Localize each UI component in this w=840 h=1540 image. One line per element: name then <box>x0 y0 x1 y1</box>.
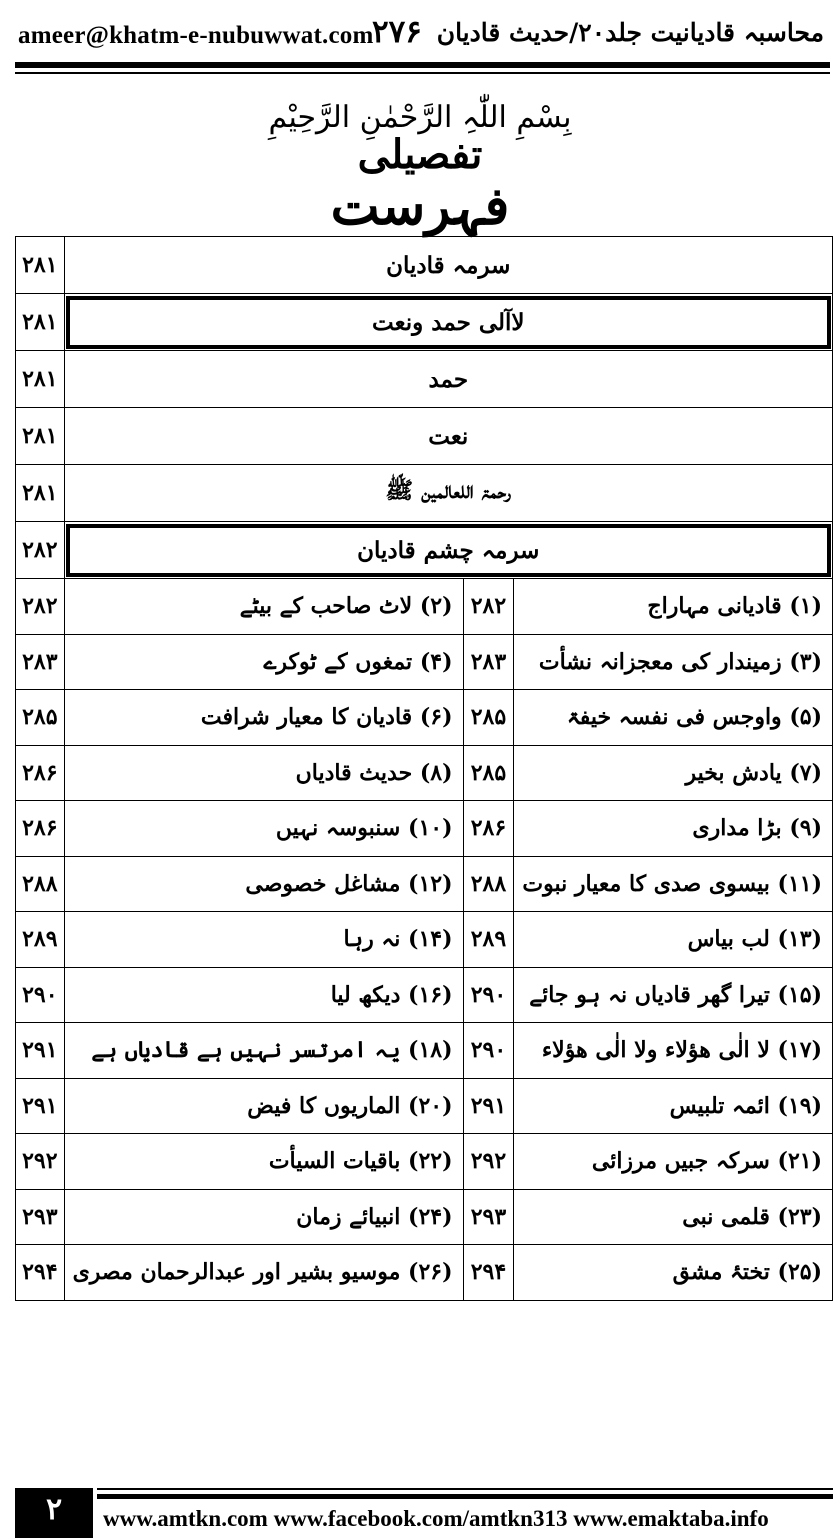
item-left-page-number: ۲۸۵ <box>16 690 65 746</box>
item-right-title: (۱۱) بیسوی صدی کا معیار نبوت <box>514 856 833 912</box>
section-title: لاآلی حمد ونعت <box>64 294 832 351</box>
table-row <box>16 745 833 801</box>
item-right-title: (۱۳) لب بیاس <box>514 912 833 968</box>
section-row <box>16 408 833 465</box>
item-right-title: (۷) یادش بخیر <box>514 745 833 801</box>
item-right-title: (۱۷) لا الٰی ھؤلاء ولا الٰی ھؤلاء <box>514 1023 833 1079</box>
item-left-page-number: ۲۸۲ <box>16 579 65 635</box>
section-title: رحمۃ اللعالمین ﷺ <box>64 465 832 522</box>
section-row <box>16 237 833 294</box>
item-right-title: (۹) بڑا مداری <box>514 801 833 857</box>
section-page-number: ۲۸۱ <box>16 465 65 522</box>
item-right-title: (۱۹) ائمہ تلبیس <box>514 1078 833 1134</box>
index-table <box>15 236 833 1301</box>
item-left-page-number: ۲۹۰ <box>16 967 65 1023</box>
section-page-number: ۲۸۱ <box>16 351 65 408</box>
item-right-title: (۱۵) تیرا گھر قادیاں نہ ہو جائے <box>514 967 833 1023</box>
item-left-page-number: ۲۹۱ <box>16 1023 65 1079</box>
page-header <box>0 0 840 80</box>
item-left-title: (۱۴) نہ رہا <box>64 912 463 968</box>
item-right-page-number: ۲۸۲ <box>463 579 514 635</box>
page-footer <box>15 1488 833 1538</box>
item-left-page-number: ۲۸۶ <box>16 745 65 801</box>
table-row <box>16 1245 833 1301</box>
section-row <box>16 351 833 408</box>
table-row <box>16 912 833 968</box>
item-left-page-number: ۲۹۲ <box>16 1134 65 1190</box>
table-row <box>16 856 833 912</box>
item-right-title: (۲۱) سرکہ جبیں مرزائی <box>514 1134 833 1190</box>
item-left-page-number: ۲۸۹ <box>16 912 65 968</box>
item-left-page-number: ۲۹۳ <box>16 1189 65 1245</box>
item-right-page-number: ۲۸۸ <box>463 856 514 912</box>
item-left-title: (۶) قادیان کا معیار شرافت <box>64 690 463 746</box>
table-row <box>16 801 833 857</box>
page-title-line2: فہرست <box>330 176 510 237</box>
table-row <box>16 1023 833 1079</box>
section-page-number: ۲۸۲ <box>16 522 65 579</box>
table-row <box>16 690 833 746</box>
item-right-page-number: ۲۹۲ <box>463 1134 514 1190</box>
section-title: نعت <box>64 408 832 465</box>
item-left-page-number: ۲۸۳ <box>16 634 65 690</box>
table-row <box>16 967 833 1023</box>
item-right-title: (۳) زمیندار کی معجزانہ نشأت <box>514 634 833 690</box>
item-right-page-number: ۲۹۰ <box>463 967 514 1023</box>
item-left-title: (۲۰) الماریوں کا فیض <box>64 1078 463 1134</box>
page-title-line1: تفصیلی <box>357 131 483 178</box>
item-right-page-number: ۲۹۰ <box>463 1023 514 1079</box>
table-row <box>16 634 833 690</box>
item-left-title: (۱۸) یہ امرتسر نہیں ہے قادیاں ہے <box>64 1023 463 1079</box>
section-title: حمد <box>64 351 832 408</box>
item-right-page-number: ۲۸۵ <box>463 745 514 801</box>
section-row <box>16 465 833 522</box>
section-row <box>16 522 833 579</box>
header-page-number: ۲۷۶ <box>372 14 422 50</box>
footer-page-number: ۲ <box>15 1488 93 1538</box>
header-email: ameer@khatm-e-nubuwwat.com <box>18 22 374 49</box>
page-title <box>0 132 840 236</box>
item-left-page-number: ۲۹۴ <box>16 1245 65 1301</box>
header-rule-thick <box>15 62 830 68</box>
section-page-number: ۲۸۱ <box>16 408 65 465</box>
item-left-title: (۴) تمغوں کے ٹوکرے <box>64 634 463 690</box>
item-left-title: (۸) حدیث قادیاں <box>64 745 463 801</box>
item-right-title: (۵) واوجس فی نفسہ خیفۃ <box>514 690 833 746</box>
item-right-page-number: ۲۹۴ <box>463 1245 514 1301</box>
table-row <box>16 1078 833 1134</box>
item-right-page-number: ۲۸۶ <box>463 801 514 857</box>
section-page-number: ۲۸۱ <box>16 294 65 351</box>
header-book-title: محاسبہ قادیانیت جلد۲۰/حدیث قادیان <box>436 18 824 47</box>
item-right-page-number: ۲۸۳ <box>463 634 514 690</box>
item-left-title: (۲۶) موسیو بشیر اور عبدالرحمان مصری <box>64 1245 463 1301</box>
item-left-page-number: ۲۹۱ <box>16 1078 65 1134</box>
section-row <box>16 294 833 351</box>
item-left-title: (۱۲) مشاغل خصوصی <box>64 856 463 912</box>
table-row <box>16 1189 833 1245</box>
bismillah: بِسْمِ اللّٰہِ الرَّحْمٰنِ الرَّحِیْمِ <box>268 100 572 135</box>
item-right-page-number: ۲۸۹ <box>463 912 514 968</box>
item-right-page-number: ۲۹۳ <box>463 1189 514 1245</box>
footer-urls: www.amtkn.com www.facebook.com/amtkn313 www.emaktaba.info <box>103 1506 769 1531</box>
item-right-title: (۲۵) تختۂ مشق <box>514 1245 833 1301</box>
item-left-title: (۲۲) باقیات السیأت <box>64 1134 463 1190</box>
item-right-page-number: ۲۸۵ <box>463 690 514 746</box>
footer-rule-thin <box>97 1488 833 1490</box>
footer-rule-thick <box>97 1494 833 1499</box>
table-row <box>16 1134 833 1190</box>
table-row <box>16 579 833 635</box>
item-left-title: (۲۴) انبیائے زمان <box>64 1189 463 1245</box>
item-right-title: (۱) قادیانی مہاراج <box>514 579 833 635</box>
item-right-title: (۲۳) قلمی نبی <box>514 1189 833 1245</box>
item-left-page-number: ۲۸۶ <box>16 801 65 857</box>
item-left-title: (۱۶) دیکھ لیا <box>64 967 463 1023</box>
section-title: سرمہ چشم قادیان <box>64 522 832 579</box>
item-left-title: (۱۰) سنبوسہ نہیں <box>64 801 463 857</box>
item-left-page-number: ۲۸۸ <box>16 856 65 912</box>
section-page-number: ۲۸۱ <box>16 237 65 294</box>
item-left-title: (۲) لاٹ صاحب کے بیٹے <box>64 579 463 635</box>
item-right-page-number: ۲۹۱ <box>463 1078 514 1134</box>
section-title: سرمہ قادیان <box>64 237 832 294</box>
header-rule-thin <box>15 72 830 74</box>
